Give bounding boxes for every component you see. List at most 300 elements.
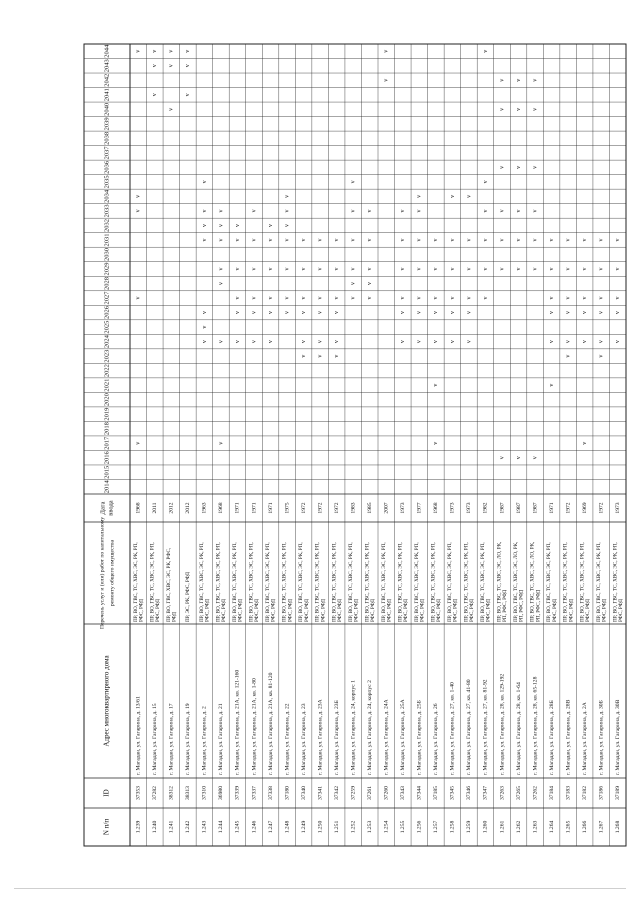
row-id: 37344 — [416, 786, 423, 800]
check-mark: v — [284, 311, 291, 315]
check-mark: v — [334, 296, 341, 300]
row-address: г. Магадан, ул. Гагарина, д. 13/61 — [135, 696, 142, 775]
row-services-line1: ПР, ВО, ГВС, ХВС, ЭС, РК, РФС, — [165, 547, 172, 622]
row-built-year: 1968 — [135, 502, 142, 514]
row-id: 37182 — [581, 786, 588, 800]
row-num: 1.259 — [466, 820, 473, 834]
check-mark: v — [482, 49, 489, 53]
check-mark: v — [598, 238, 605, 242]
row-num: 1.257 — [433, 820, 440, 834]
row-address: г. Магадан, ул. Гагарина, д. 23Б — [333, 700, 340, 775]
check-mark: v — [400, 238, 407, 242]
check-mark: v — [615, 311, 622, 315]
check-mark: v — [515, 78, 522, 82]
year-header: 2044 — [103, 44, 111, 58]
check-mark: v — [532, 209, 539, 213]
check-mark: v — [615, 296, 622, 300]
row-num: 1.248 — [284, 820, 291, 834]
check-mark: v — [367, 209, 374, 213]
check-mark: v — [433, 441, 440, 445]
year-header: 2015 — [103, 465, 111, 479]
check-mark: v — [548, 267, 555, 271]
check-mark: v — [218, 340, 225, 344]
row-services-line1: ПР, ВО, ГВС, ТС, ХВС, ЭС, РК, РП, — [546, 542, 553, 622]
check-mark: v — [515, 107, 522, 111]
check-mark: v — [350, 238, 357, 242]
header-id: ID — [102, 789, 111, 797]
row-services-line1: ПР, ВО, ГВС, ТС, ХВС, ЭС, РК, РП, — [298, 542, 305, 622]
row-address: г. Магадан, ул. Гагарина, д. 24, корпус 1 — [350, 680, 357, 775]
check-mark: v — [334, 311, 341, 315]
check-mark: v — [582, 311, 589, 315]
row-id: 37342 — [333, 786, 340, 800]
row-services-line1: ПР, ВО, ГВС, ТС, ХВС, ЭС, РК, РП, — [198, 542, 205, 622]
check-mark: v — [416, 209, 423, 213]
check-mark: v — [582, 340, 589, 344]
row-num: 1.265 — [565, 820, 572, 834]
row-built-year: 1972 — [300, 502, 307, 514]
row-id: 38313 — [185, 786, 192, 800]
row-services-line1: ПР, ВО, ГВС, ТС, ХВС, ЭС, РК, РП, — [314, 542, 321, 622]
row-id: 37263 — [499, 786, 506, 800]
row-services-line1: ПР, ВО, ГВС, ТС, ХВС, ЭС, РК, РП, — [248, 542, 255, 622]
row-id: 37347 — [482, 786, 489, 800]
check-mark: v — [598, 311, 605, 315]
check-mark: v — [135, 441, 142, 445]
check-mark: v — [499, 267, 506, 271]
year-header: 2037 — [103, 146, 111, 160]
year-header: 2024 — [103, 335, 111, 349]
row-built-year: 1987 — [515, 502, 522, 514]
year-header: 2026 — [103, 306, 111, 320]
check-mark: v — [565, 340, 572, 344]
row-num: 1.261 — [499, 820, 506, 834]
row-address: г. Магадан, ул. Гагарина, д. 27, кв. 1-40 — [449, 682, 456, 775]
row-services-line2: РФС, РФД — [204, 599, 211, 622]
check-mark: v — [234, 267, 241, 271]
row-address: г. Магадан, ул. Гагарина, д. 24, корпус 2 — [367, 680, 374, 775]
year-header: 2042 — [103, 73, 111, 87]
check-mark: v — [482, 238, 489, 242]
row-built-year: 2007 — [383, 502, 390, 514]
row-services-line2: РФС, РФД — [402, 599, 409, 622]
check-mark: v — [433, 340, 440, 344]
row-services-line2: РФС, РФД — [568, 599, 575, 622]
row-num: 1.266 — [581, 820, 588, 834]
check-mark: v — [466, 296, 473, 300]
row-id: 37260 — [383, 786, 390, 800]
row-services-line2: РФС, РФД — [452, 599, 459, 622]
row-built-year: 1973 — [466, 502, 473, 514]
check-mark: v — [532, 78, 539, 82]
check-mark: v — [466, 194, 473, 198]
check-mark: v — [548, 238, 555, 242]
row-num: 1.256 — [416, 820, 423, 834]
row-built-year: 1972 — [317, 502, 324, 514]
row-id: 37340 — [300, 786, 307, 800]
check-mark: v — [300, 296, 307, 300]
check-mark: v — [317, 340, 324, 344]
year-header: 2028 — [103, 277, 111, 291]
row-num: 1.250 — [317, 820, 324, 834]
row-address: г. Магадан, ул. Гагарина, д. 28, кв. 65-128 — [532, 676, 539, 775]
row-address: г. Магадан, ул. Гагарина, д. 28, кв. 1-64 — [515, 682, 522, 775]
row-services-line2: РП, РФС, РФД — [502, 589, 509, 622]
check-mark: v — [515, 456, 522, 460]
row-id: 37262 — [532, 786, 539, 800]
row-services-line1: ПР, ВО, ГВС, ТС, ХВС, ЭС, РК, РП, — [612, 542, 619, 622]
row-address: г. Магадан, ул. Гагарина, д. 21А, кв. 121-160 — [234, 669, 241, 775]
check-mark: v — [201, 340, 208, 344]
check-mark: v — [449, 238, 456, 242]
check-mark: v — [334, 267, 341, 271]
row-num: 1.267 — [598, 820, 605, 834]
year-header: 2034 — [103, 189, 111, 203]
row-services-line1: ПР, ВО, ГВС, ТС, ХВС, ЭС, РК, РП, — [331, 542, 338, 622]
check-mark: v — [548, 383, 555, 387]
year-header: 2036 — [103, 160, 111, 174]
check-mark: v — [548, 311, 555, 315]
check-mark: v — [251, 340, 258, 344]
check-mark: v — [449, 267, 456, 271]
row-num: 1.241 — [168, 820, 175, 834]
row-id: 37341 — [317, 786, 324, 800]
check-mark: v — [218, 238, 225, 242]
row-services-line1: ПР, ВО, ГВС, ТС, ХВС, ЭС, РК, РП, — [413, 542, 420, 622]
row-num: 1.243 — [201, 820, 208, 834]
year-header: 2025 — [103, 320, 111, 334]
row-address: г. Магадан, ул. Гагарина, д. 17 — [168, 703, 175, 775]
check-mark: v — [499, 78, 506, 82]
check-mark: v — [416, 267, 423, 271]
row-services-line1: ПР, ВО, ГВС, ТС, ХВС, ЭС, РК, РП, — [232, 542, 239, 622]
row-services-line1: ПР, ВО, ГВС, ТС, ХВС, ЭС, РК, РП, — [265, 542, 272, 622]
check-mark: v — [201, 325, 208, 329]
check-mark: v — [334, 340, 341, 344]
row-id: 37183 — [565, 786, 572, 800]
check-mark: v — [598, 354, 605, 358]
row-services-line2: РФС, РФД — [138, 599, 145, 622]
year-header: 2030 — [103, 247, 111, 261]
table-grid — [84, 44, 626, 846]
row-services-line1: ПР, ВО, ГВС, ТС, ХВС, ЭС, РК, РП, — [595, 542, 602, 622]
check-mark: v — [300, 340, 307, 344]
check-mark: v — [201, 311, 208, 315]
check-mark: v — [598, 340, 605, 344]
row-num: 1.242 — [185, 820, 192, 834]
row-id: 37184 — [548, 786, 555, 800]
row-services-line2: РФС, РФД — [320, 599, 327, 622]
row-services-line2: РФС, РФД — [436, 599, 443, 622]
check-mark: v — [565, 238, 572, 242]
check-mark: v — [350, 209, 357, 213]
check-mark: v — [383, 49, 390, 53]
check-mark: v — [234, 238, 241, 242]
check-mark: v — [598, 267, 605, 271]
row-address: г. Магадан, ул. Гагарина, д. 28В — [565, 699, 572, 775]
check-mark: v — [218, 282, 225, 286]
check-mark: v — [168, 49, 175, 53]
year-header: 2023 — [103, 349, 111, 363]
row-services-line2: РФС, РФД — [303, 599, 310, 622]
row-services-line2: РФС, РФД — [154, 599, 161, 622]
row-num: 1.258 — [449, 820, 456, 834]
row-address: г. Магадан, ул. Гагарина, д. 30В — [615, 699, 622, 775]
check-mark: v — [466, 238, 473, 242]
row-built-year: 2012 — [168, 502, 175, 514]
row-id: 38312 — [168, 786, 175, 800]
year-header: 2021 — [103, 378, 111, 392]
row-services-line2: РФС, РФД — [254, 599, 261, 622]
row-num: 1.247 — [267, 820, 274, 834]
row-address: г. Магадан, ул. Гагарина, д. 23 — [300, 703, 307, 775]
check-mark: v — [433, 383, 440, 387]
row-num: 1.249 — [300, 820, 307, 834]
row-id: 37185 — [433, 786, 440, 800]
row-services-line1: ПР, ВО, ГВС, ТС, ХВС, ЭС, РК, РП, — [380, 542, 387, 622]
row-address: г. Магадан, ул. Гагарина, д. 27, кв. 81-92 — [482, 679, 489, 775]
row-services-line2: РФС, РФД — [485, 599, 492, 622]
row-id: 37345 — [449, 786, 456, 800]
check-mark: v — [267, 311, 274, 315]
check-mark: v — [218, 267, 225, 271]
row-services-line2: РП, РФС, РФД — [535, 589, 542, 622]
row-address: г. Магадан, ул. Гагарина, д. 23А — [317, 699, 324, 775]
check-mark: v — [350, 180, 357, 184]
check-mark: v — [201, 238, 208, 242]
row-built-year: 1968 — [433, 502, 440, 514]
check-mark: v — [300, 311, 307, 315]
row-num: 1.252 — [350, 820, 357, 834]
check-mark: v — [416, 340, 423, 344]
check-mark: v — [598, 296, 605, 300]
row-built-year: 1973 — [400, 502, 407, 514]
check-mark: v — [367, 282, 374, 286]
year-header: 2027 — [103, 291, 111, 305]
check-mark: v — [267, 223, 274, 227]
check-mark: v — [234, 311, 241, 315]
row-services-line2: РФС, РФД — [419, 599, 426, 622]
check-mark: v — [284, 296, 291, 300]
check-mark: v — [582, 238, 589, 242]
check-mark: v — [400, 209, 407, 213]
header-num: N п/п — [102, 818, 111, 836]
check-mark: v — [201, 180, 208, 184]
check-mark: v — [267, 296, 274, 300]
row-services-line1: ПР, ВО, ГВС, ТС, ХВС, ЭС, РК, РП, — [364, 542, 371, 622]
row-services-line2: РФС, РФД — [386, 599, 393, 622]
row-built-year: 1973 — [449, 502, 456, 514]
row-address: г. Магадан, ул. Гагарина, д. 2А — [581, 702, 588, 775]
check-mark: v — [582, 267, 589, 271]
row-id: 37346 — [466, 786, 473, 800]
year-header: 2038 — [103, 131, 111, 145]
row-id: 37337 — [251, 786, 258, 800]
row-address: г. Магадан, ул. Гагарина, д. 22 — [284, 703, 291, 775]
row-services: ПР, ЭС, РК, РФС, РФД — [185, 572, 192, 622]
check-mark: v — [135, 194, 142, 198]
row-address: г. Магадан, ул. Гагарина, д. 24А — [383, 699, 390, 775]
row-services-line2: РФС, РФД — [617, 599, 624, 622]
check-mark: v — [201, 223, 208, 227]
row-id: 37189 — [615, 786, 622, 800]
row-num: 1.245 — [234, 820, 241, 834]
check-mark: v — [515, 238, 522, 242]
check-mark: v — [433, 238, 440, 242]
check-mark: v — [532, 267, 539, 271]
check-mark: v — [218, 441, 225, 445]
row-services-line2: РФС, РФД — [237, 599, 244, 622]
check-mark: v — [251, 311, 258, 315]
row-services-line2: РФД — [171, 612, 178, 622]
header-year-line1: Дата — [99, 501, 107, 515]
year-header: 2041 — [103, 88, 111, 102]
row-id: 37339 — [234, 786, 241, 800]
row-address: г. Магадан, ул. Гагарина, д. 21А, кв. 81-120 — [267, 672, 274, 775]
check-mark: v — [251, 296, 258, 300]
year-header: 2033 — [103, 204, 111, 218]
row-num: 1.264 — [548, 820, 555, 834]
row-built-year: 1963 — [201, 502, 208, 514]
row-num: 1.240 — [152, 820, 159, 834]
check-mark: v — [449, 311, 456, 315]
row-built-year: 2011 — [152, 502, 159, 514]
check-mark: v — [251, 267, 258, 271]
row-services-line1: ПР, ВО, ГВС, ТС, ХВС, ЭС, РК, РП, — [446, 542, 453, 622]
check-mark: v — [433, 296, 440, 300]
page-divider — [14, 888, 626, 889]
check-mark: v — [466, 311, 473, 315]
row-num: 1.263 — [532, 820, 539, 834]
check-mark: v — [317, 296, 324, 300]
check-mark: v — [615, 238, 622, 242]
check-mark: v — [334, 354, 341, 358]
row-built-year: 1971 — [251, 502, 258, 514]
check-mark: v — [433, 311, 440, 315]
row-id: 36980 — [218, 786, 225, 800]
row-address: г. Магадан, ул. Гагарина, д. 30Б — [598, 700, 605, 775]
check-mark: v — [416, 194, 423, 198]
check-mark: v — [284, 194, 291, 198]
row-id: 37343 — [400, 786, 407, 800]
row-id: 37310 — [201, 786, 208, 800]
row-built-year: 1971 — [267, 502, 274, 514]
check-mark: v — [615, 267, 622, 271]
check-mark: v — [532, 165, 539, 169]
row-built-year: 1969 — [581, 502, 588, 514]
row-built-year: 1987 — [532, 502, 539, 514]
check-mark: v — [284, 209, 291, 213]
header-year-line2: ввода — [107, 500, 115, 516]
check-mark: v — [400, 311, 407, 315]
year-header: 2029 — [103, 262, 111, 276]
row-services-line1: ПР, ВО, ГВС, ТС, ХВС, ЭС, РК, РП, — [132, 542, 139, 622]
year-header: 2022 — [103, 364, 111, 378]
year-header: 2019 — [103, 407, 111, 421]
check-mark: v — [565, 311, 572, 315]
check-mark: v — [499, 165, 506, 169]
row-built-year: 1971 — [234, 502, 241, 514]
row-services-line1: ПР, ВО, ГВС, ТС, ХВС, ЭС, РК, РП, — [149, 542, 156, 622]
check-mark: v — [234, 223, 241, 227]
check-mark: v — [135, 296, 142, 300]
check-mark: v — [615, 340, 622, 344]
check-mark: v — [350, 296, 357, 300]
row-services-line1: ПР, ВО, ГВС, ТС, ХВС, ЭС, РК, РП, — [562, 542, 569, 622]
row-services-line1: ПР, ВО, ГВС, ТС, ХВС, ЭС, ЛО, РК, — [529, 541, 536, 622]
check-mark: v — [449, 296, 456, 300]
row-num: 1.260 — [482, 820, 489, 834]
row-services-line1: ПР, ВО, ГВС, ТС, ХВС, ЭС, РК, РП, — [347, 542, 354, 622]
check-mark: v — [416, 311, 423, 315]
row-id: 37186 — [598, 786, 605, 800]
row-services-line2: РФС, РФД — [551, 599, 558, 622]
check-mark: v — [135, 49, 142, 53]
row-num: 1.255 — [400, 820, 407, 834]
check-mark: v — [267, 267, 274, 271]
row-services-line2: РФС, РФД — [601, 599, 608, 622]
check-mark: v — [300, 238, 307, 242]
check-mark: v — [548, 340, 555, 344]
check-mark: v — [582, 296, 589, 300]
check-mark: v — [466, 267, 473, 271]
header-address: Адрес многоквартирного дома — [102, 655, 111, 747]
row-num: 1.251 — [333, 820, 340, 834]
row-id: 37265 — [515, 786, 522, 800]
row-services-line1: ПР, ВО, ГВС, ТС, ХВС, ЭС, РК, РП, — [215, 542, 222, 622]
check-mark: v — [565, 296, 572, 300]
row-id: 37261 — [367, 786, 374, 800]
check-mark: v — [515, 267, 522, 271]
check-mark: v — [482, 180, 489, 184]
row-num: 1.246 — [251, 820, 258, 834]
row-address: г. Магадан, ул. Гагарина, д. 19 — [185, 703, 192, 775]
year-header: 2018 — [103, 422, 111, 436]
row-num: 1.244 — [218, 820, 225, 834]
year-header: 2031 — [103, 233, 111, 247]
row-services-line1: ПР, ВО, ГВС, ТС, ХВС, ЭС, РК, РП, — [480, 542, 487, 622]
row-address: г. Магадан, ул. Гагарина, д. 21 — [218, 703, 225, 775]
row-built-year: 1987 — [499, 502, 506, 514]
check-mark: v — [532, 456, 539, 460]
check-mark: v — [565, 267, 572, 271]
row-services-line2: РП, РФС, РФД — [518, 589, 525, 622]
row-address: г. Магадан, ул. Гагарина, д. 27, кв. 41-80 — [466, 679, 473, 775]
check-mark: v — [234, 296, 241, 300]
check-mark: v — [433, 267, 440, 271]
check-mark: v — [185, 93, 192, 97]
row-num: 1.254 — [383, 820, 390, 834]
row-address: г. Магадан, ул. Гагарина, д. 21А, кв. 1-80 — [251, 678, 258, 775]
check-mark: v — [317, 267, 324, 271]
row-services-line1: ПР, ВО, ГВС, ТС, ХВС, ЭС, РК, РП, — [430, 542, 437, 622]
row-services-line1: ПР, ВО, ГВС, ТС, ХВС, ЭС, ЛО, РК, — [513, 541, 520, 622]
row-num: 1.268 — [615, 820, 622, 834]
check-mark: v — [367, 238, 374, 242]
row-built-year: 1975 — [284, 502, 291, 514]
check-mark: v — [300, 354, 307, 358]
check-mark: v — [251, 238, 258, 242]
row-id: 37353 — [135, 786, 142, 800]
year-header: 2017 — [103, 436, 111, 450]
year-header: 2014 — [103, 480, 111, 494]
row-built-year: 1968 — [218, 502, 225, 514]
year-header: 2016 — [103, 451, 111, 465]
check-mark: v — [218, 209, 225, 213]
row-services-line1: ПР, ВО, ГВС, ТС, ХВС, ЭС, РК, РП, — [397, 542, 404, 622]
row-address: г. Магадан, ул. Гагарина, д. 25Б — [416, 700, 423, 775]
row-services-line2: РФС, РФД — [270, 599, 277, 622]
